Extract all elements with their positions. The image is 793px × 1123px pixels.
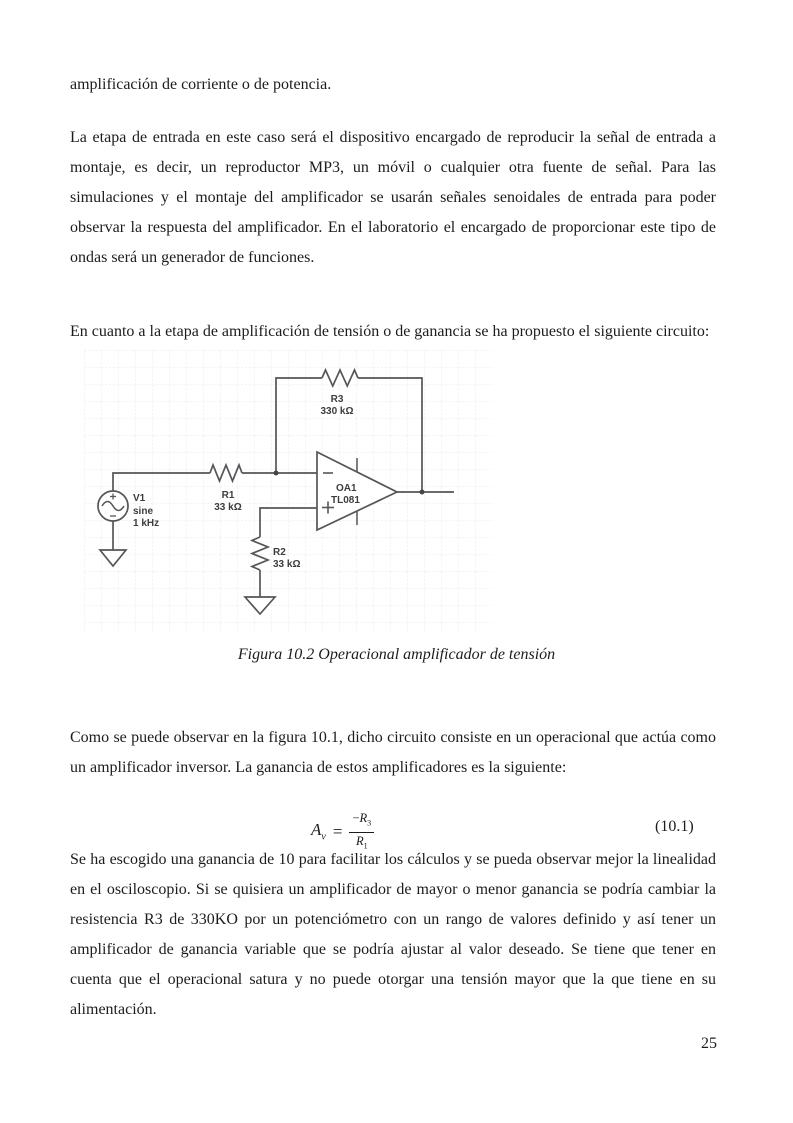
figure-caption: Figura 10.2 Operacional amplificador de tensión	[237, 646, 556, 663]
paragraph-circuit-analysis: Como se puede observar en la figura 10.1, dicho circuito consiste en un operacional que actúa como un amplificador inversor. La ganancia de estos amplificadores es la siguiente:	[70, 729, 716, 776]
equation-number: (10.1)	[655, 818, 694, 835]
circuit-figure	[84, 350, 492, 632]
equation-equals: =	[332, 822, 343, 841]
r3-value-label: 330 kΩ	[320, 406, 354, 417]
paragraph-intro: amplificación de corriente o de potencia.	[70, 76, 332, 93]
opamp-part-label: TL081	[331, 495, 360, 506]
paragraph-gain-discussion: Se ha escogido una ganancia de 10 para facilitar los cálculos y se pueda observar mejor la linealidad en el osciloscopio. Si se quisiera un amplificador de mayor o menor ganancia se podría cambiar la resistencia R3 de 330KO por un potenciómetro con un rango de valores definido y así tener un amplificador de ganancia variable que se podría ajustar al valor deseado. Se tiene que tener en cuenta que el operacional satura y no puede otorgar una tensión mayor que la que tiene en su alimentación.	[70, 851, 716, 1018]
source-ref-label: V1	[133, 493, 146, 504]
r2-ref-label: R2	[273, 547, 286, 558]
source-waveform-label: sine	[133, 506, 154, 517]
r1-value-label: 33 kΩ	[214, 502, 242, 513]
junction-dot	[274, 471, 279, 476]
r2-value-label: 33 kΩ	[273, 559, 301, 570]
r3-ref-label: R3	[330, 394, 344, 405]
opamp-ref-label: OA1	[336, 483, 357, 494]
junction-dot	[420, 490, 425, 495]
paragraph-input-stage: La etapa de entrada en este caso será el dispositivo encargado de reproducir la señal de entrada a montaje, es decir, un reproductor MP3, un móvil o cualquier otra fuente de señal. Para las simulaciones y el montaje del amplificador se usarán señales senoidales de entrada para poder observar la respuesta del amplificador. En el laboratorio el encargado de proporcionar este tipo de ondas será un generador de funciones.	[70, 129, 716, 266]
equation-lhs: $A_v$	[311, 819, 326, 843]
paragraph-gain-stage-intro: En cuanto a la etapa de amplificación de tensión o de ganancia se ha propuesto el siguiente circuito:	[70, 323, 710, 340]
equation-numerator: $-R_3$	[349, 811, 374, 833]
sine-source-icon	[98, 491, 128, 521]
r1-ref-label: R1	[221, 490, 235, 501]
source-frequency-label: 1 kHz	[133, 518, 160, 529]
grid-background	[84, 350, 492, 632]
equation-denominator: $R_1$	[355, 833, 368, 850]
page-number: 25	[701, 1035, 717, 1052]
